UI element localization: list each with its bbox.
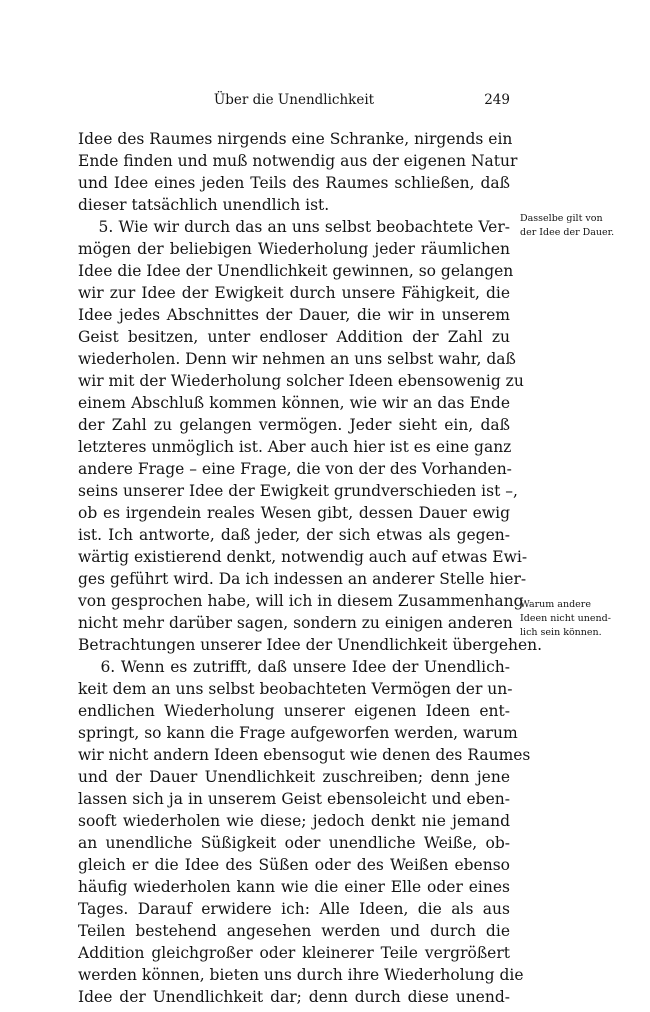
text-line: an unendliche Süßigkeit oder unendliche Weiße, ob- [78, 834, 510, 852]
text-line: nicht mehr darüber sagen, sondern zu einigen anderen [78, 614, 513, 632]
text-line: Addition gleichgroßer oder kleinerer Teile vergrößert [78, 944, 510, 962]
text-line: Geist besitzen, unter endloser Addition der Zahl zu [78, 328, 510, 346]
text-line: 6. Wenn es zutrifft, daß unsere Idee der Unendlich- [78, 658, 510, 676]
margin-note-line: Ideen nicht unend- [520, 613, 611, 624]
text-line: der Zahl zu gelangen vermögen. Jeder sieht ein, daß [78, 416, 510, 434]
text-line: Betrachtungen unserer Idee der Unendlichkeit übergehen. [78, 636, 543, 654]
text-line: ist. Ich antworte, daß jeder, der sich etwas als gegen- [78, 526, 510, 544]
text-line: dieser tatsächlich unendlich ist. [78, 196, 330, 214]
text-line: seins unserer Idee der Ewigkeit grundverschieden ist –, [78, 482, 518, 500]
text-line: keit dem an uns selbst beobachteten Vermögen der un- [78, 680, 513, 698]
text-line: ob es irgendein reales Wesen gibt, dessen Dauer ewig [78, 504, 510, 522]
text-line: sooft wiederholen wie diese; jedoch denkt nie jemand [78, 812, 510, 830]
text-line: endlichen Wiederholung unserer eigenen Ideen ent- [78, 702, 510, 720]
text-line: wir zur Idee der Ewigkeit durch unsere Fähigkeit, die [78, 284, 510, 302]
text-line: gleich er die Idee des Süßen oder des Weißen ebenso [78, 856, 510, 874]
margin-note-line: Dasselbe gilt von [520, 213, 603, 224]
margin-note-other-ideas [520, 598, 630, 640]
page-number: 249 [484, 92, 510, 108]
text-line: werden können, bieten uns durch ihre Wiederholung die [78, 966, 524, 984]
text-line: von gesprochen habe, will ich in diesem Zusammenhang [78, 592, 524, 610]
text-line: und Idee eines jeden Teils des Raumes schließen, daß [78, 174, 510, 192]
text-line: letzteres unmöglich ist. Aber auch hier ist es eine ganz [78, 438, 512, 456]
text-line: Idee des Raumes nirgends eine Schranke, nirgends ein [78, 130, 513, 148]
text-line: springt, so kann die Frage aufgeworfen werden, warum [78, 724, 518, 742]
running-head [78, 90, 510, 110]
text-line: Tages. Darauf erwidere ich: Alle Ideen, die als aus [78, 900, 510, 918]
text-line: Idee der Unendlichkeit dar; denn durch diese unend- [78, 988, 510, 1006]
text-line: Ende finden und muß notwendig aus der eigenen Natur [78, 152, 518, 170]
margin-note-line: lich sein können. [520, 627, 602, 638]
text-line: einem Abschluß kommen können, wie wir an das Ende [78, 394, 510, 412]
margin-note-line: der Idee der Dauer. [520, 227, 615, 238]
text-line: ges geführt wird. Da ich indessen an anderer Stelle hier- [78, 570, 527, 588]
text-line: häufig wiederholen kann wie die einer Elle oder eines [78, 878, 510, 896]
margin-note-duration [520, 212, 630, 240]
margin-note-line: Warum andere [520, 599, 591, 610]
text-line: wir nicht andern Ideen ebensogut wie denen des Raumes [78, 746, 531, 764]
text-line: und der Dauer Unendlichkeit zuschreiben; denn jene [78, 768, 510, 786]
text-line: lassen sich ja in unserem Geist ebensoleicht und eben- [78, 790, 510, 808]
text-line: andere Frage – eine Frage, die von der des Vorhanden- [78, 460, 512, 478]
text-line: mögen der beliebigen Wiederholung jeder räumlichen [78, 240, 510, 258]
text-line: Teilen bestehend angesehen werden und durch die [78, 922, 510, 940]
text-line: Idee jedes Abschnittes der Dauer, die wir in unserem [78, 306, 510, 324]
running-title: Über die Unendlichkeit [213, 92, 375, 108]
text-line: 5. Wie wir durch das an uns selbst beobachtete Ver- [78, 218, 510, 236]
text-line: wiederholen. Denn wir nehmen an uns selbst wahr, daß [78, 350, 516, 368]
text-line: wärtig existierend denkt, notwendig auch auf etwas Ewi- [78, 548, 528, 566]
text-line: Idee die Idee der Unendlichkeit gewinnen, so gelangen [78, 262, 514, 280]
text-line: wir mit der Wiederholung solcher Ideen ebensowenig zu [78, 372, 524, 390]
